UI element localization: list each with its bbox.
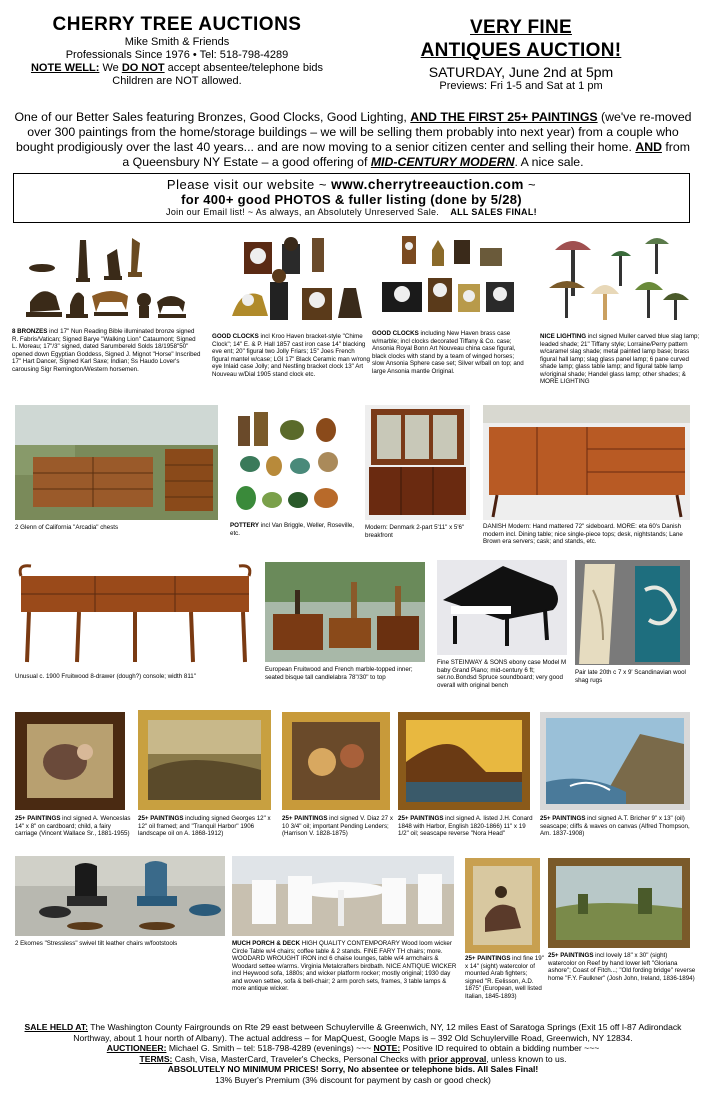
sale-details-footer: SALE HELD AT: The Washington County Fairgrounds on Rte 29 east between Schuylerville & Greenwich, NY, 12 miles East of Saratoga Springs (Exit 15 off I-87 Adirondack Northway, about 1 hour north of Albany). The actual address – for MapQuest, Google Maps is – 392 Old Schuylerville Road, Greenwich, NY 12834. AUCTIONEER: Michael G. Smith – tel: 518-798-4289 (evenings) ~~~ NOTE: Positive ID required to obtain a bidding number ~~~ TERMS: Cash, Visa, MasterCard, Traveler's Checks, Personal Checks with prior approval, unless known to us. ABSOLUTELY NO MINIMUM PRICES! Sorry, No absentee or telephone bids. All Sales Final! 13% Buyer's Premium (3% discount for payment by cash or good check) [10, 1022, 696, 1086]
lighting-photo [535, 230, 695, 330]
caption-lighting: NICE LIGHTING incl signed Muller carved blue slag lamp; leaded shade; 21" Tiffany style; Lorraine/Perry pattern w/caramel slag shade; metal painted lamp base; brass figural hall lamp; slag glass panel lamp; 6 pane curved shade lamp; glass table lamp; and figural table lamp w/original shade; Handel glass lamp; other shades; & MORE LIGHTING [540, 333, 700, 385]
painting-photo-7 [548, 858, 690, 948]
breakfront-photo [365, 405, 470, 520]
auction-title-block [386, 16, 656, 92]
painting-photo-4 [398, 712, 530, 810]
caption-pottery: POTTERY incl Van Briggle, Weller, Roseville, etc. [230, 522, 355, 537]
painting-photo-3 [282, 712, 390, 810]
intro-paragraph: One of our Better Sales featuring Bronzes, Good Clocks, Good Lighting, AND THE FIRST 25+ PAINTINGS (we've re-moved over 300 paintings from the home/storage buildings – we will be selling them probably into next year) from a couple who bought prodigiously over the last 40 years... and are now moving to a senior citizen center and selling their home. AND from a Queensbury NY Estate – a good offering of MID-CENTURY MODERN. A nice sale. [14, 110, 692, 169]
painting-photo-1 [15, 712, 125, 810]
sideboard-photo [483, 405, 690, 520]
caption-painting-1: 25+ PAINTINGS incl signed A. Wenceslas 14" x 8" on cardboard; child, a fairy carriage (Vincent Wallace Sr., 1881-1955) [15, 815, 131, 837]
buyers-premium: 13% Buyer's Premium (3% discount for payment by cash or good check) [215, 1074, 491, 1085]
children-notice: Children are NOT allowed. [112, 75, 242, 87]
painting-photo-6 [465, 858, 540, 953]
company-tagline: Mike Smith & Friends [124, 36, 230, 48]
caption-painting-5: 25+ PAINTINGS incl signed A.T. Bricher 9" x 13" (oil) seascape; cliffs & waves on canvas (Alfred Thompson, Am. 1837-1908) [540, 815, 690, 837]
auction-title-line2: ANTIQUES AUCTION! [420, 40, 622, 61]
caption-shag-rugs: Pair late 20th c 7 x 9' Scandinavian wool shag rugs [575, 669, 686, 684]
company-contact: Professionals Since 1976 • Tel: 518-798-4289 [65, 49, 289, 61]
caption-sideboard: DANISH Modern: Hand mattered 72" sideboard. MORE: eta 60's Danish modern incl. Dining table; nice single-piece tops; desk, nightstands; Lane Brown era servers; cask; and stands, etc. [483, 523, 683, 545]
caption-painting-4: 25+ PAINTINGS incl signed A. listed J.H. Conard 1848 with Harbor, English 1820-1866) 11" x 19 1/2" oil; seascape reverse "Nora Head" [398, 815, 533, 837]
caption-bronzes: 8 BRONZES incl 17" Nun Reading Bible illuminated bronze signed R. Fabris/Vatican; Signed Barye "Walking Lion" Cataumont; Signed L. Moreau; 17"/3" signed, dated Sarumbereld Solds 18/1958"50" opened down Egyptian Goddess, Signed J. Mignot "Horse" Inscribed 17" Hart Dancer, Signed Karl Saxe; Indian; Ss Haudo Lover's carousing Sigr Remington/Western horsemen. [12, 328, 201, 373]
bronzes-photo [12, 230, 197, 325]
caption-arcadia-chests: 2 Glenn of California "Arcadia" chests [15, 524, 119, 531]
website-link[interactable]: www.cherrytreeauction.com [331, 177, 524, 192]
caption-painting-2: 25+ PAINTINGS including signed Georges 12" x 12" oil framed; and "Tranquil Harbor" 1906 landscape oil on A. 1868-1912) [138, 815, 271, 837]
painting-photo-2 [138, 710, 271, 810]
clocks-photo-1 [212, 230, 367, 330]
stressless-chairs-photo [15, 856, 225, 936]
painting-photo-5 [540, 712, 690, 810]
company-header [12, 14, 342, 88]
caption-stressless-chairs: 2 Ekornes "Stressless" swivel tilt leather chairs w/footstools [15, 940, 178, 947]
caption-painting-6: 25+ PAINTINGS incl fine 19" x 14" (sight) watercolor of mounted Arab fighters; signed "R. Eelisson, A.D. 1875" (European, well listed Italian, 1845-1893) [465, 955, 544, 1000]
arcadia-chests-photo [15, 405, 218, 520]
pottery-photo [230, 410, 350, 516]
caption-porch-wicker: MUCH PORCH & DECK HIGH QUALITY CONTEMPORARY Wood loom wicker Circle Table w/4 chairs; coffee table & 2 stands. FINE FARY TH chairs; more. WOODARD WROUGHT IRON incl 6 chaise lounges, table w/4 armchairs & Woodard settee w/arms. Virginia Metalcrafters birdbath. NICE ANTIQUE WICKER incl Heywood sofa, 1880s; and wicker platform rocker; mostly original; 1930 day and woven settee, sofa & bell-chair; 2 arm porch sets, frames, 3 table lamps & more antique wicker. [232, 940, 457, 992]
clocks-photo-2 [372, 230, 522, 326]
porch-wicker-photo [232, 856, 454, 936]
website-box: Please visit our website ~ www.cherrytreeauction.com ~ for 400+ good PHOTOS & fuller listing (done by 5/28) Join our Email list! ~ As always, an Absolutely Unreserved Sale. ALL SALES FINAL! [13, 173, 690, 223]
caption-fruitwood-console: Unusual c. 1900 Fruitwood 8-drawer (dough?) console; width 811" [15, 673, 196, 680]
caption-clocks-1: GOOD CLOCKS incl Kroo Haven bracket-style "Chime Clock"; 14" E. & P. Hall 1857 cast iron case 14" blacking eve ent; 20" figural two Jolly Friars; 15" Joes French figural mantel w/case; LGI 17" Black Ceramic man w/rong eye Inlaid case Jolly; and Nestling bracket clock 13" Art Nouveau w/Dial 1905 stand clock etc. [212, 333, 370, 378]
caption-french-furniture: European Fruitwood and French marble-topped inner; seated bisque tall candlelabra 78"/30" to top [265, 666, 413, 681]
shag-rugs-photo [575, 560, 690, 665]
company-name: CHERRY TREE AUCTIONS [52, 14, 302, 35]
caption-painting-3: 25+ PAINTINGS incl signed V. Diaz 27 x 10 3/4" oil; important Pending Lenders; (Harrison V. 1828-1875) [282, 815, 393, 837]
caption-steinway: Fine STEINWAY & SONS ebony case Model M baby Grand Piano; mid-century 6 ft; ser.no.Bondsd Spruce soundboard; very good overall with original bench [437, 659, 567, 689]
note-well: NOTE WELL: We DO NOT accept absentee/telephone bids [30, 62, 324, 74]
fruitwood-console-photo [15, 558, 255, 668]
steinway-piano-photo [437, 560, 567, 655]
caption-breakfront: Modern: Denmark 2-part 5'11" x 5'6" breakfront [365, 524, 465, 539]
photos-line: for 400+ good PHOTOS & fuller listing (done by 5/28) [181, 192, 522, 207]
french-furniture-photo [265, 562, 425, 662]
auction-title-line1: VERY FINE [470, 17, 572, 38]
preview-times: Previews: Fri 1-5 and Sat at 1 pm [439, 80, 603, 92]
caption-clocks-2: GOOD CLOCKS including New Haven brass case w/marble; incl clocks decorated Tiffany & Co. case; Ansonia Royal Bonn Art Nouveau china case figural, black clocks with stand by a team of winged horses; slow Ansonia Sphere case set; Silver w/ball on top; and large Ansonia mantle Original. [372, 330, 524, 375]
auction-date: SATURDAY, June 2nd at 5pm [428, 64, 614, 80]
caption-painting-7: 25+ PAINTINGS incl lovely 18" x 30" (sight) watercolor on Reef by hand lower left "Gloriana ashore"; Coast of Fitch...; "Old fording bridge" reverse home "F.Y. Faulkner" (Josh John, Ireland, 1836-1894) [548, 952, 696, 982]
